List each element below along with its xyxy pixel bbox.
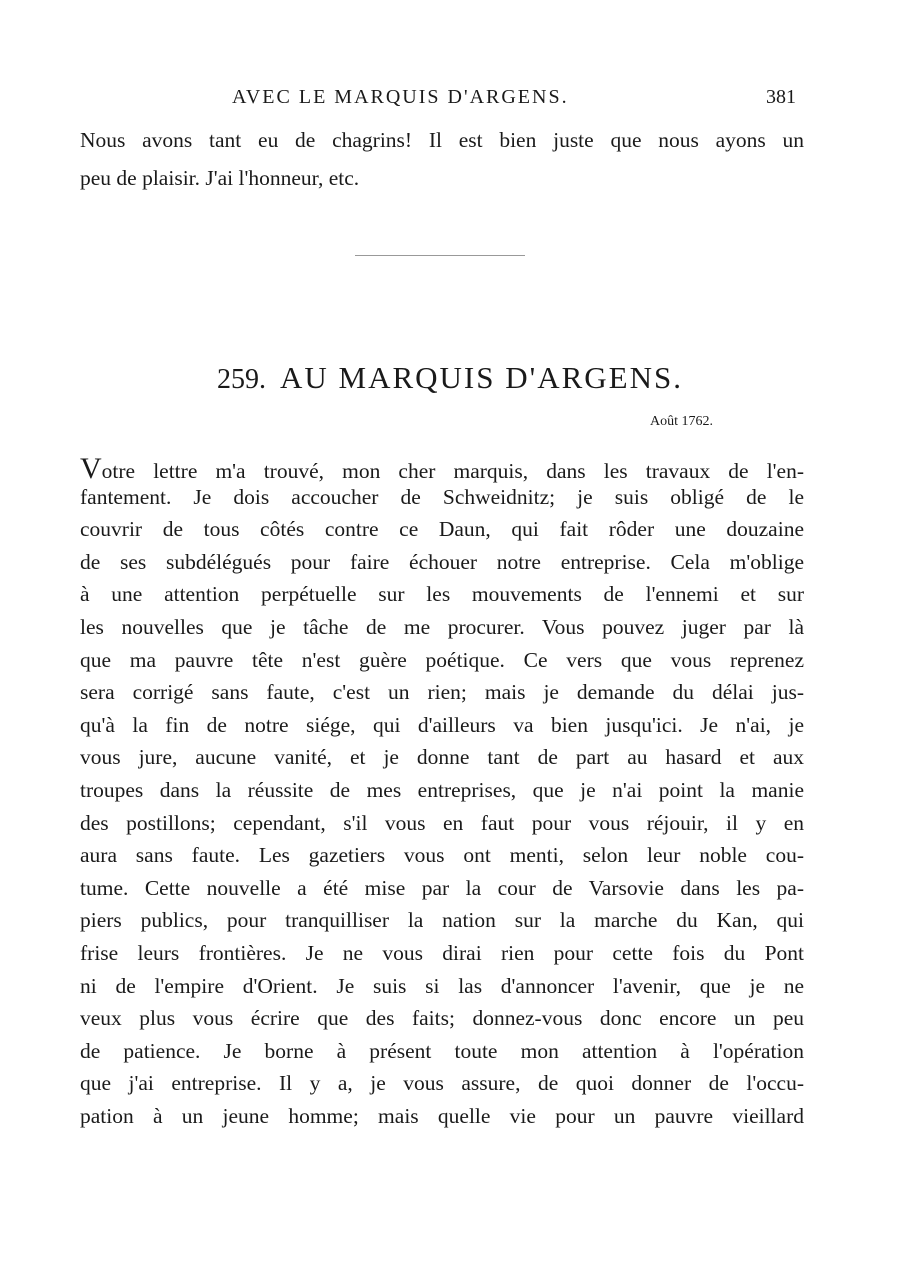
text-line: Nous avons tant eu de chagrins! Il est bien juste que nous ayons un: [80, 128, 804, 152]
text-line: qu'à la fin de notre siége, qui d'ailleurs va bien jusqu'ici. Je n'ai, je: [80, 712, 804, 737]
text-line: veux plus vous écrire que des faits; donnez-vous donc encore un peu: [80, 1006, 804, 1031]
text-line: troupes dans la réussite de mes entreprises, que je n'ai point la manie: [80, 778, 804, 802]
text-line: tume. Cette nouvelle a été mise par la cour de Varsovie dans les pa-: [80, 875, 804, 900]
page-number: 381: [766, 86, 796, 108]
text-line: de patience. Je borne à présent toute mon attention à l'opération: [80, 1038, 804, 1063]
text-line: piers publics, pour tranquilliser la nation sur la marche du Kan, qui: [80, 908, 804, 933]
drop-cap: V: [80, 452, 102, 485]
text-line: que j'ai entreprise. Il y a, je vous assure, de quoi donner de l'occu-: [80, 1071, 804, 1096]
text-line: à une attention perpétuelle sur les mouvements de l'ennemi et sur: [80, 582, 804, 607]
letter-number: 259.: [217, 364, 266, 395]
text-line: vous jure, aucune vanité, et je donne tant de part au hasard et aux: [80, 745, 804, 770]
text-line: [80, 452, 804, 486]
line-text: otre lettre m'a trouvé, mon cher marquis, dans les travaux de l'en-: [101, 459, 804, 483]
text-line: de ses subdélégués pour faire échouer notre entreprise. Cela m'oblige: [80, 549, 804, 574]
text-line: aura sans faute. Les gazetiers vous ont menti, selon leur noble cou-: [80, 843, 804, 868]
letter-heading: [0, 360, 900, 396]
text-line: frise leurs frontières. Je ne vous dirai rien pour cette fois du Pont: [80, 941, 804, 965]
text-line: ni de l'empire d'Orient. Je suis si las d'annoncer l'avenir, que je ne: [80, 973, 804, 998]
letter-title: AU MARQUIS D'ARGENS.: [280, 360, 683, 395]
section-divider: [355, 255, 525, 256]
text-line: fantement. Je dois accoucher de Schweidnitz; je suis obligé de le: [80, 484, 804, 509]
text-line: les nouvelles que je tâche de me procurer. Vous pouvez juger par là: [80, 615, 804, 639]
text-line: pation à un jeune homme; mais quelle vie pour un pauvre vieillard: [80, 1104, 804, 1128]
letter-date: Août 1762.: [650, 414, 713, 429]
text-line: des postillons; cependant, s'il vous en faut pour vous réjouir, il y en: [80, 810, 804, 835]
text-line: couvrir de tous côtés contre ce Daun, qui fait rôder une douzaine: [80, 517, 804, 542]
text-line: peu de plaisir. J'ai l'honneur, etc.: [80, 166, 360, 190]
running-head: AVEC LE MARQUIS D'ARGENS.: [232, 86, 569, 108]
text-line: que ma pauvre tête n'est guère poétique. Ce vers que vous reprenez: [80, 647, 804, 672]
text-line: sera corrigé sans faute, c'est un rien; mais je demande du délai jus-: [80, 680, 804, 705]
